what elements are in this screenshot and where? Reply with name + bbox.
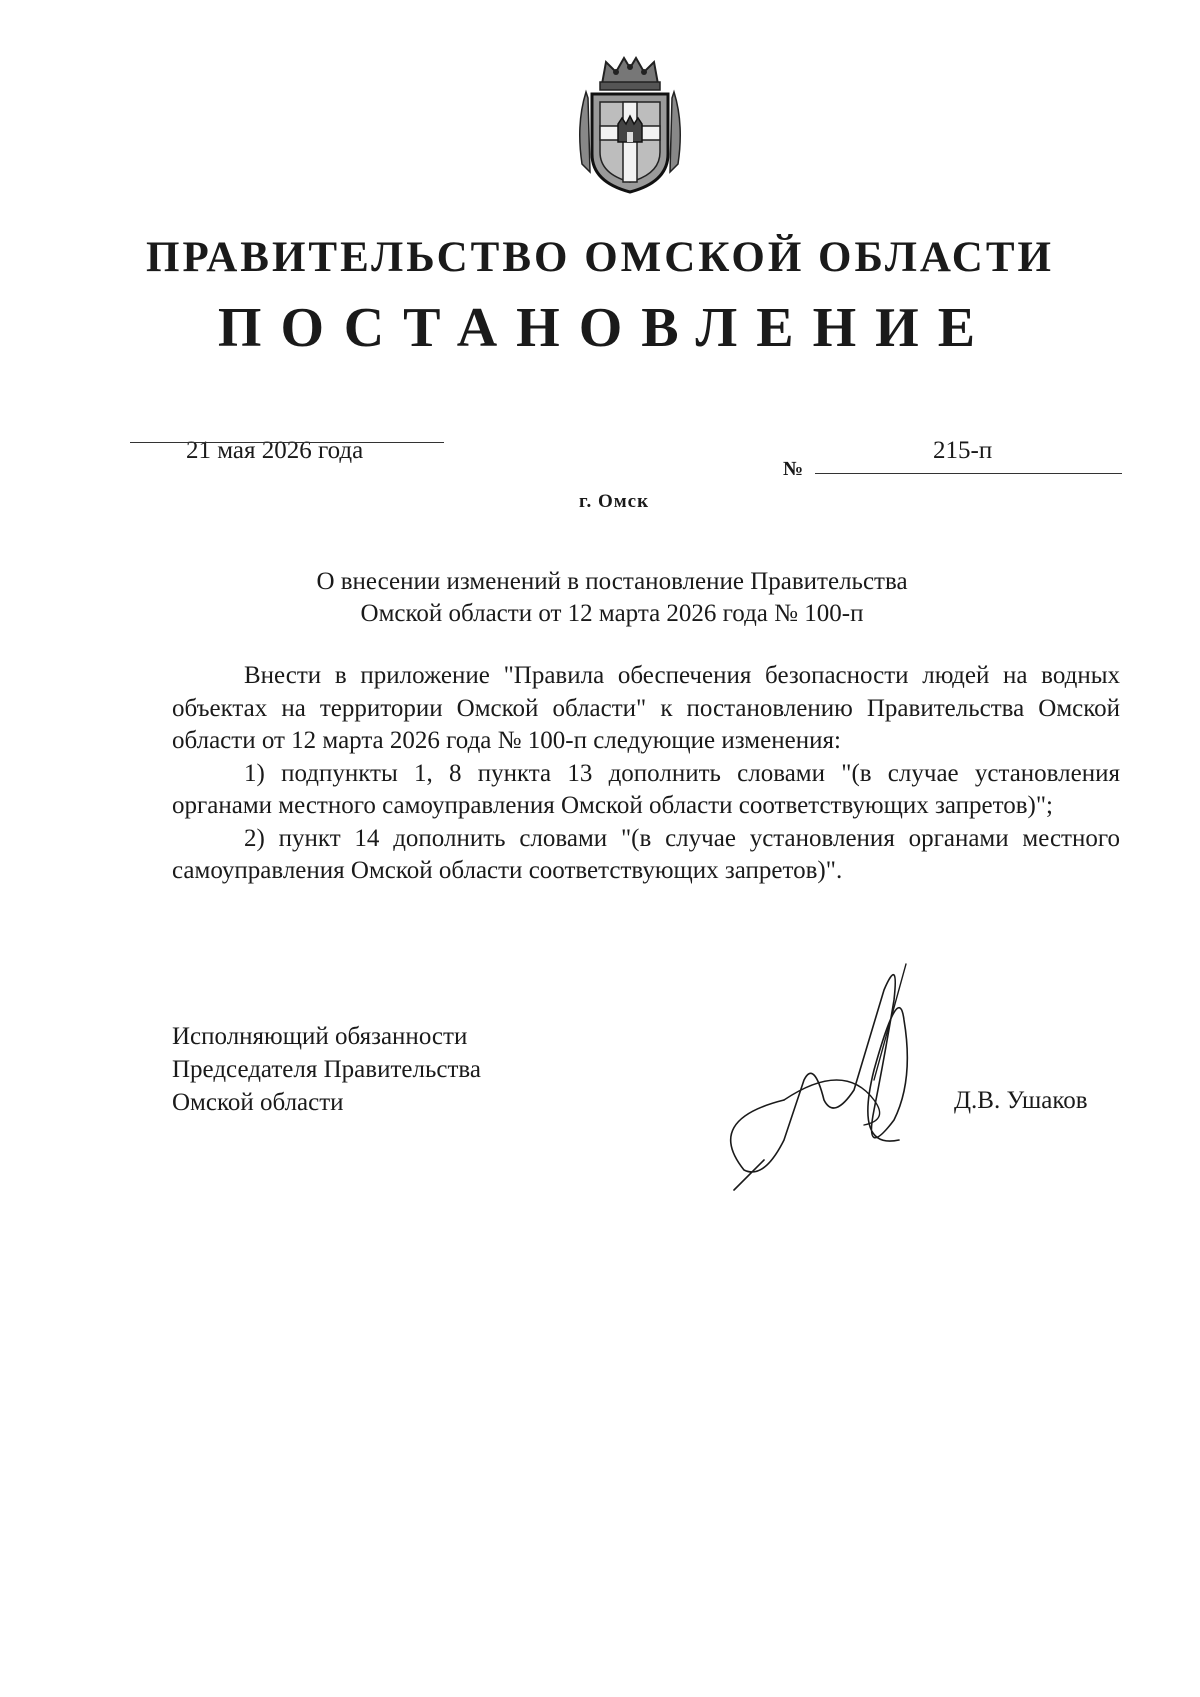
document-number: 215-п <box>933 437 993 464</box>
body-item-1: 1) подпункты 1, 8 пункта 13 дополнить словами "(в случае установления органами местного самоуправления Омской области соответствующих запретов)"; <box>172 759 1120 819</box>
date-underline <box>130 442 444 443</box>
city-label: г. Омск <box>578 491 650 512</box>
body-item-2: 2) пункт 14 дополнить словами "(в случае установления органами местного самоуправления Омской области соответствующих запретов)". <box>172 824 1120 884</box>
government-title: ПРАВИТЕЛЬСТВО ОМСКОЙ ОБЛАСТИ <box>146 234 1054 281</box>
signer-name: Д.В. Ушаков <box>954 1087 1088 1114</box>
signer-position-line-2: Председателя Правительства <box>172 1056 481 1083</box>
signer-position-line-1: Исполняющий обязанности <box>172 1023 468 1050</box>
signer-position-line-3: Омской области <box>172 1089 344 1116</box>
body-intro-paragraph: Внести в приложение "Правила обеспечения безопасности людей на водных объектах на территории Омской области" к постановлению Правительства Омской области от 12 марта 2026 года № 100-п следующие изменения: <box>172 662 1120 754</box>
subject-line-1: О внесении изменений в постановление Правительства <box>316 568 908 595</box>
subject-line-2: Омской области от 12 марта 2026 года № 100-п <box>360 600 864 627</box>
document-type-title: ПОСТАНОВЛЕНИЕ <box>217 297 995 359</box>
document-subject <box>0 566 1200 630</box>
document-body <box>172 660 1120 888</box>
handwritten-signature <box>724 960 984 1210</box>
omsk-coat-of-arms-icon <box>572 54 688 194</box>
document-date: 21 мая 2026 года <box>186 437 364 464</box>
number-underline <box>815 473 1122 474</box>
signer-position <box>172 1020 481 1119</box>
number-sign: № <box>783 458 804 480</box>
